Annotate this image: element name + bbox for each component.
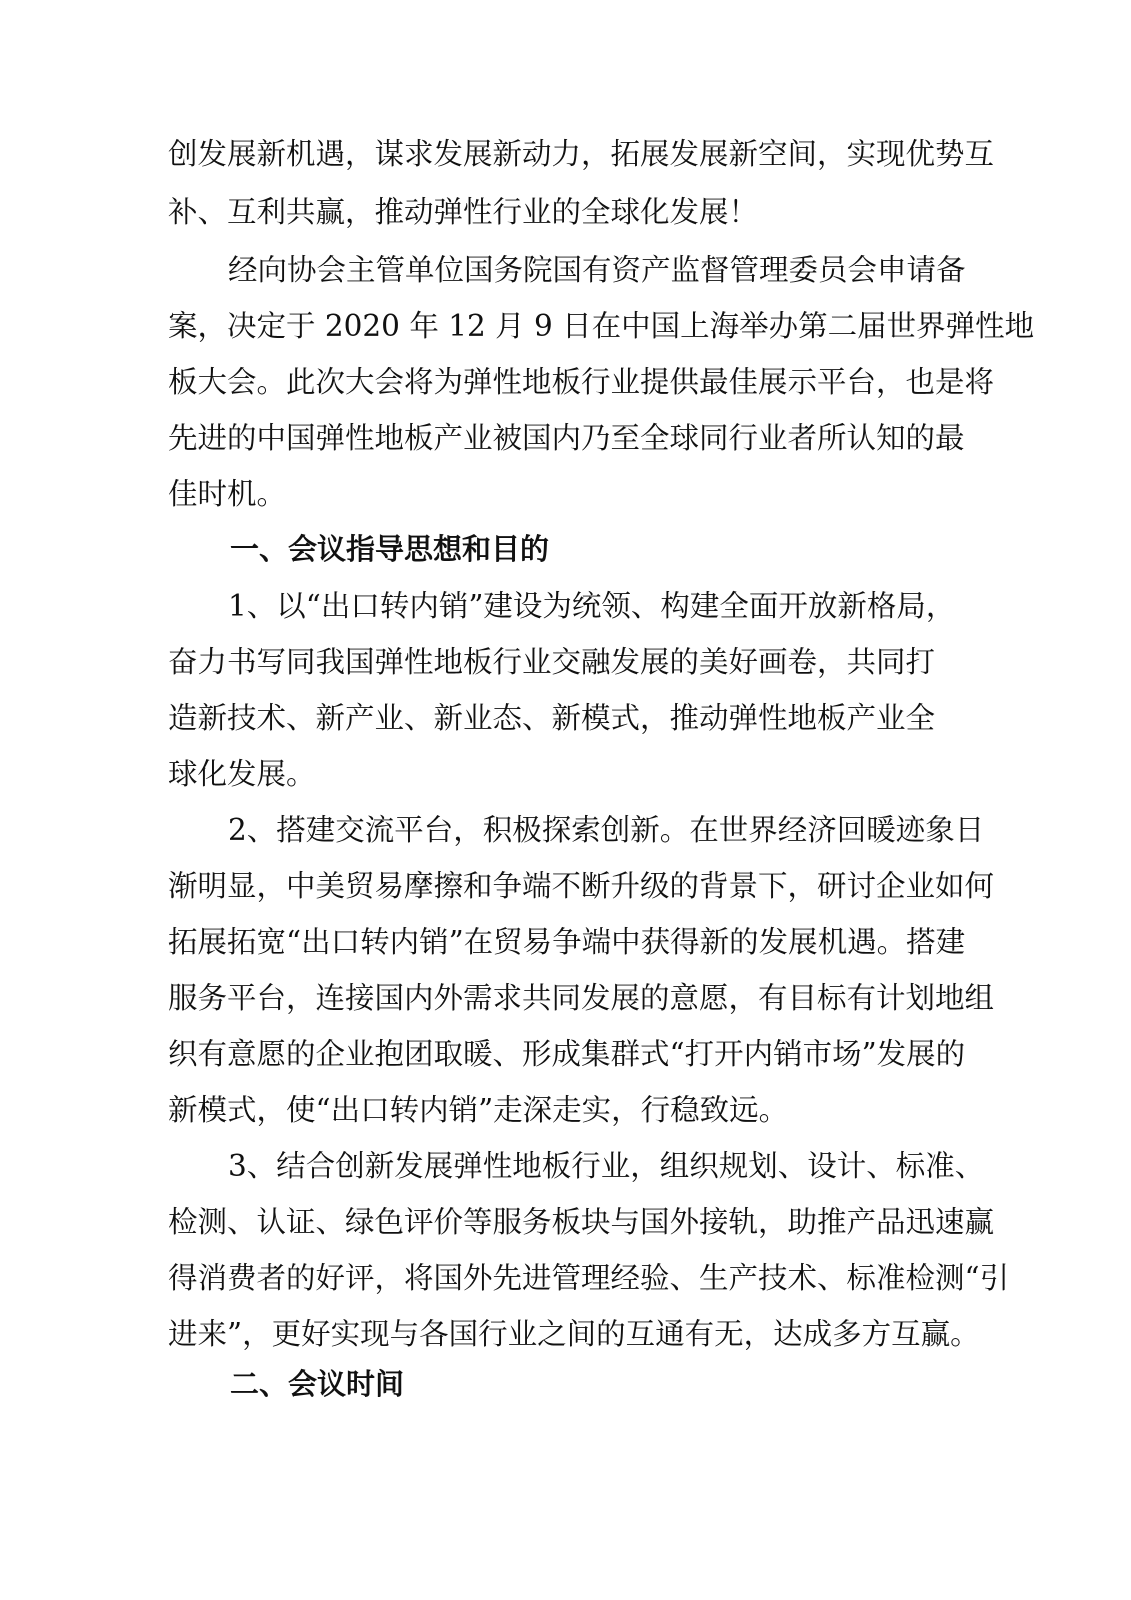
text-line-15: 拓展拓宽“出口转内销”在贸易争端中获得新的发展机遇。搭建 xyxy=(168,925,966,959)
text-line-6: 先进的中国弹性地板产业被国内乃至全球同行业者所认知的最 xyxy=(168,421,965,455)
text-line-16: 服务平台，连接国内外需求共同发展的意愿，有目标有计划地组 xyxy=(168,981,995,1015)
text-line-11: 造新技术、新产业、新业态、新模式，推动弹性地板产业全 xyxy=(168,701,936,735)
text-line-10: 奋力书写同我国弹性地板行业交融发展的美好画卷，共同打 xyxy=(168,645,936,679)
text-line-22: 进来”，更好实现与各国行业之间的互通有无，达成多方互赢。 xyxy=(168,1317,980,1351)
text-line-12: 球化发展。 xyxy=(168,757,316,791)
text-line-4: 案，决定于 2020 年 12 月 9 日在中国上海举办第二届世界弹性地 xyxy=(168,309,1035,343)
text-line-9: 1、以“出口转内销”建设为统领、构建全面开放新格局， xyxy=(228,589,956,623)
text-line-2: 补、互利共赢，推动弹性行业的全球化发展！ xyxy=(168,195,759,229)
section-heading-2: 二、会议时间 xyxy=(230,1367,405,1401)
section-heading-1: 一、会议指导思想和目的 xyxy=(230,532,550,566)
text-line-1: 创发展新机遇，谋求发展新动力，拓展发展新空间，实现优势互 xyxy=(168,137,995,171)
text-line-14: 渐明显，中美贸易摩擦和争端不断升级的背景下，研讨企业如何 xyxy=(168,869,995,903)
text-line-7: 佳时机。 xyxy=(168,477,287,511)
text-line-3: 经向协会主管单位国务院国有资产监督管理委员会申请备 xyxy=(228,253,966,287)
text-line-13: 2、搭建交流平台，积极探索创新。在世界经济回暖迹象日 xyxy=(228,813,985,847)
text-line-19: 3、结合创新发展弹性地板行业，组织规划、设计、标准、 xyxy=(228,1149,985,1183)
text-line-18: 新模式，使“出口转内销”走深走实，行稳致远。 xyxy=(168,1093,789,1127)
text-line-20: 检测、认证、绿色评价等服务板块与国外接轨，助推产品迅速赢 xyxy=(168,1205,995,1239)
text-line-21: 得消费者的好评，将国外先进管理经验、生产技术、标准检测“引 xyxy=(168,1261,1010,1295)
text-line-17: 织有意愿的企业抱团取暖、形成集群式“打开内销市场”发展的 xyxy=(168,1037,966,1071)
text-line-5: 板大会。此次大会将为弹性地板行业提供最佳展示平台，也是将 xyxy=(168,365,995,399)
